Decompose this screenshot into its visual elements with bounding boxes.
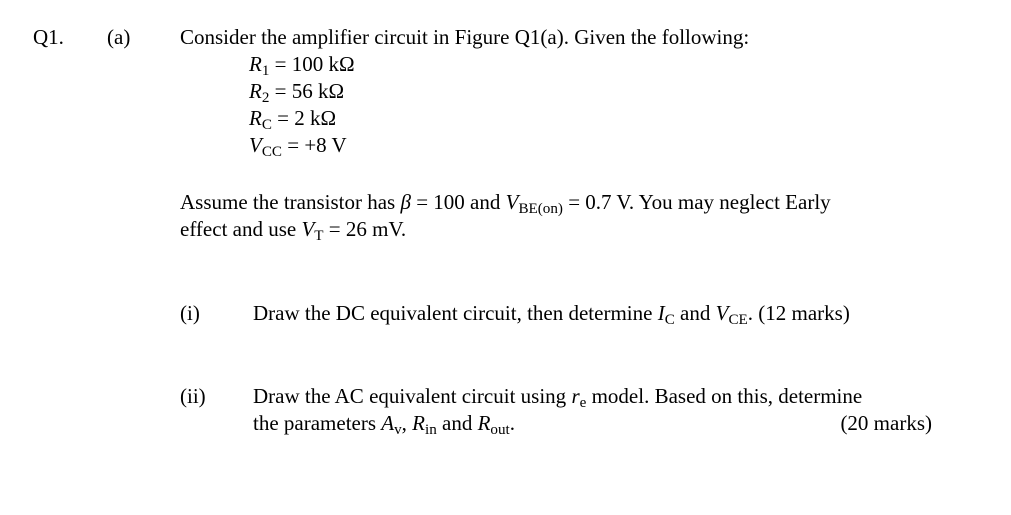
given-symbol: R xyxy=(249,79,262,103)
re-symbol: r xyxy=(571,384,580,408)
given-r1 xyxy=(249,51,355,77)
beta-symbol: β xyxy=(400,190,411,214)
part-label: (a) xyxy=(107,25,131,49)
sub-question-ii-label: (ii) xyxy=(180,384,206,408)
given-symbol: V xyxy=(249,133,262,157)
assume-text: = 100 and xyxy=(410,190,506,214)
assumption-line-1 xyxy=(180,189,831,215)
sub-question-i-label: (i) xyxy=(180,301,200,325)
given-r2 xyxy=(249,78,344,104)
rout-subscript: out xyxy=(490,421,510,438)
assume-text: = 0.7 V. You may neglect Early xyxy=(562,190,831,214)
vce-symbol: V xyxy=(715,301,729,325)
given-subscript: CC xyxy=(261,143,282,160)
given-vcc xyxy=(249,132,347,158)
sub-question-i-text xyxy=(253,300,850,326)
sub-question-ii-marks: (20 marks) xyxy=(840,411,932,435)
rin-subscript: in xyxy=(425,421,437,438)
given-value: = 56 kΩ xyxy=(269,79,345,103)
sub-ii-text: the parameters xyxy=(253,411,382,435)
assumption-line-2 xyxy=(180,216,406,242)
question-intro: Consider the amplifier circuit in Figure Q1(a). Given the following: xyxy=(180,25,750,49)
given-value: = 100 kΩ xyxy=(269,52,355,76)
given-subscript: C xyxy=(261,116,272,133)
given-rc xyxy=(249,105,336,131)
sub-i-text: Draw the DC equivalent circuit, then determine xyxy=(253,301,658,325)
vbe-symbol: V xyxy=(505,190,519,214)
vbe-subscript: BE(on) xyxy=(518,200,563,217)
assume-text: = 26 mV. xyxy=(323,217,407,241)
given-value: = +8 V xyxy=(281,133,347,157)
sub-i-text: and xyxy=(674,301,716,325)
given-value: = 2 kΩ xyxy=(271,106,337,130)
vt-subscript: T xyxy=(314,227,324,244)
given-subscript: 2 xyxy=(261,89,270,106)
ic-subscript: C xyxy=(664,311,675,328)
ic-symbol: I xyxy=(657,301,665,325)
rout-symbol: R xyxy=(477,411,491,435)
sub-ii-text: Draw the AC equivalent circuit using xyxy=(253,384,572,408)
sub-ii-text: , xyxy=(401,411,413,435)
sub-question-ii-line-1 xyxy=(253,383,862,409)
av-symbol: A xyxy=(381,411,395,435)
sub-ii-text: model. Based on this, determine xyxy=(586,384,863,408)
sub-i-marks: . (12 marks) xyxy=(747,301,850,325)
assume-text: effect and use xyxy=(180,217,302,241)
vt-symbol: V xyxy=(301,217,315,241)
re-subscript: e xyxy=(579,394,587,411)
question-number: Q1. xyxy=(33,25,64,49)
sub-question-ii-line-2 xyxy=(253,410,515,436)
sub-ii-text: and xyxy=(436,411,478,435)
rin-symbol: R xyxy=(412,411,425,435)
given-subscript: 1 xyxy=(261,62,270,79)
given-symbol: R xyxy=(249,106,262,130)
given-symbol: R xyxy=(249,52,262,76)
sub-ii-text: . xyxy=(509,411,515,435)
vce-subscript: CE xyxy=(728,311,748,328)
assume-text: Assume the transistor has xyxy=(180,190,401,214)
av-subscript: v xyxy=(394,421,402,438)
